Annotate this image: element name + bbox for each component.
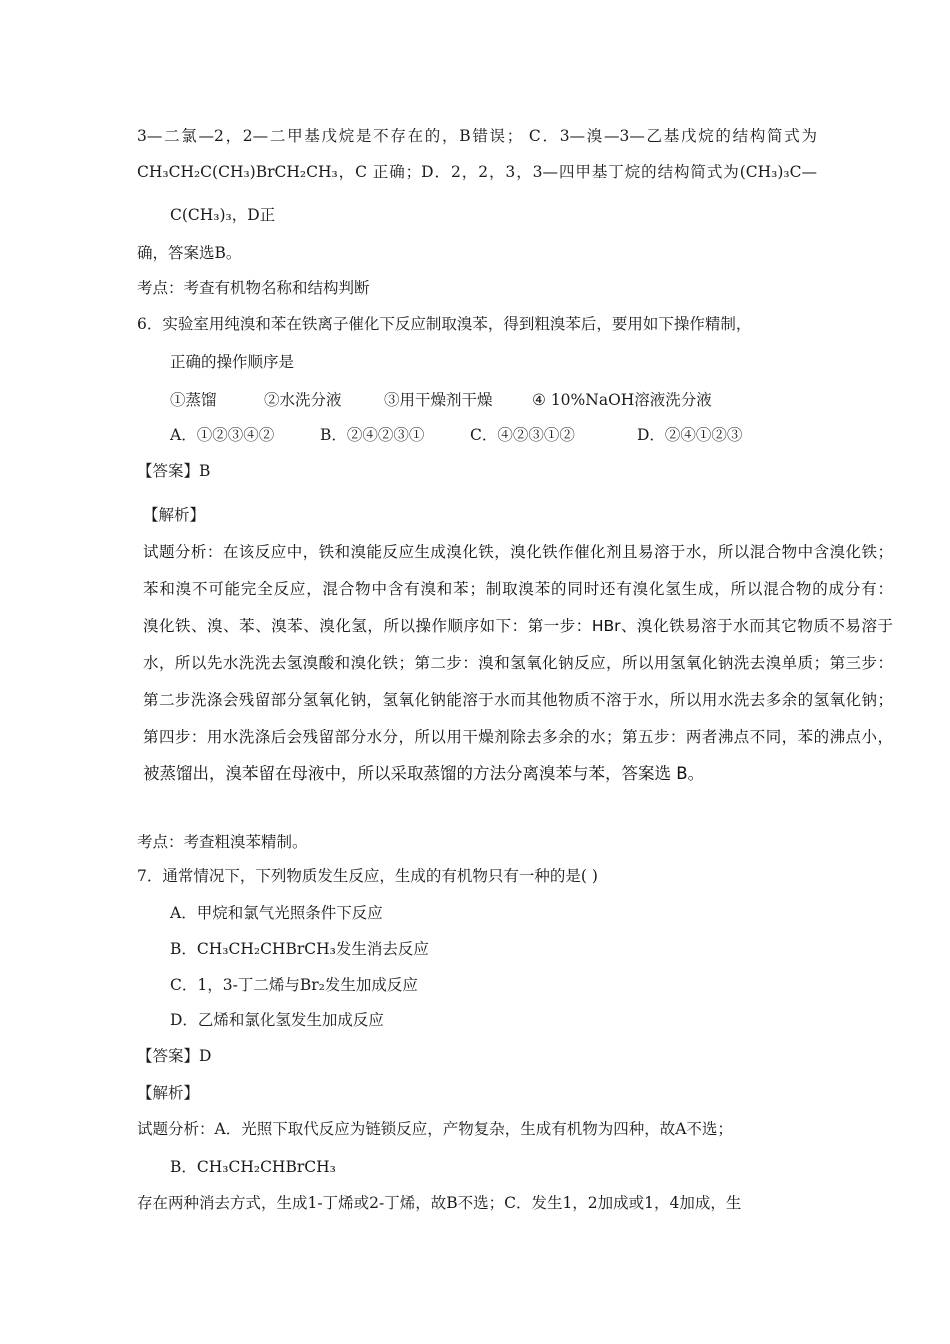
analysis-line: 被蒸馏出，溴苯留在母液中，所以采取蒸馏的方法分离溴苯与苯，答案选 B。 bbox=[143, 764, 705, 783]
question-6-stem-cont: 正确的操作顺序是 bbox=[170, 353, 295, 371]
question-6-stem: 6．实验室用纯溴和苯在铁离子催化下反应制取溴苯，得到粗溴苯后，要用如下操作精制， bbox=[137, 315, 752, 333]
answer-option: A．甲烷和氯气光照条件下反应 bbox=[170, 904, 383, 922]
answer-option: D．乙烯和氯化氢发生加成反应 bbox=[170, 1011, 384, 1029]
text-line: C(CH₃)₃，D正 bbox=[170, 206, 276, 224]
question-7-stem: 7．通常情况下，下列物质发生反应，生成的有机物只有一种的是( ) bbox=[137, 867, 598, 885]
analysis-heading: 【解析】 bbox=[137, 1084, 200, 1102]
analysis-line: 溴化铁、溴、苯、溴苯、溴化氢，所以操作顺序如下：第一步：HBr、溴化铁易溶于水而其它物质不易溶于 bbox=[143, 617, 893, 635]
answer-label: 【答案】B bbox=[137, 462, 211, 480]
operation-item: ①蒸馏 bbox=[170, 391, 217, 409]
keypoint-line: 考点：考查有机物名称和结构判断 bbox=[137, 279, 370, 297]
analysis-line: 第四步：用水洗涤后会残留部分水分，所以用干燥剂除去多余的水；第五步：两者沸点不同，苯的沸点小， bbox=[143, 728, 893, 746]
operation-item: ③用干燥剂干燥 bbox=[384, 391, 493, 409]
analysis-heading: 【解析】 bbox=[143, 506, 206, 524]
answer-option: B．CH₃CH₂CHBrCH₃发生消去反应 bbox=[170, 940, 429, 958]
analysis-line: 第二步洗涤会残留部分氢氧化钠，氢氧化钠能溶于水而其他物质不溶于水，所以用水洗去多余的氢氧化钠； bbox=[143, 691, 893, 709]
answer-label: 【答案】D bbox=[137, 1047, 212, 1065]
text-line: 确，答案选B。 bbox=[137, 244, 242, 262]
analysis-line: 试题分析：A．光照下取代反应为链锁反应，产物复杂，生成有机物为四种，故A不选； bbox=[137, 1120, 733, 1138]
text-line: CH₃CH₂C(CH₃)BrCH₂CH₃，C 正确；D．2，2，3，3—四甲基丁烷的结构简式为(CH₃)₃C— bbox=[137, 163, 817, 181]
analysis-line: B．CH₃CH₂CHBrCH₃ bbox=[170, 1158, 336, 1176]
operation-item: ②水洗分液 bbox=[264, 391, 342, 409]
answer-option: C．1，3-丁二烯与Br₂发生加成反应 bbox=[170, 976, 418, 994]
analysis-line: 试题分析：在该反应中，铁和溴能反应生成溴化铁，溴化铁作催化剂且易溶于水，所以混合物中含溴化铁； bbox=[143, 543, 893, 561]
answer-option: B．②④②③① bbox=[320, 426, 425, 444]
keypoint-line: 考点：考查粗溴苯精制。 bbox=[137, 833, 308, 851]
analysis-line: 存在两种消去方式，生成1-丁烯或2-丁烯，故B不选；C．发生1，2加成或1，4加成，生 bbox=[137, 1194, 742, 1212]
analysis-line: 水，所以先水洗洗去氢溴酸和溴化铁；第二步：溴和氢氧化钠反应，所以用氢氧化钠洗去溴单质；第三步： bbox=[143, 654, 893, 672]
operation-item: ④ 10%NaOH溶液洗分液 bbox=[532, 391, 712, 409]
text-line: 3—二氯—2，2—二甲基戊烷是不存在的，B错误； C．3—溴—3—乙基戊烷的结构简式为 bbox=[137, 127, 817, 145]
analysis-line: 苯和溴不可能完全反应，混合物中含有溴和苯；制取溴苯的同时还有溴化氢生成，所以混合物的成分有： bbox=[143, 580, 893, 598]
answer-option: A．①②③④② bbox=[170, 426, 275, 444]
answer-option: D．②④①②③ bbox=[637, 426, 743, 444]
answer-option: C．④②③①② bbox=[470, 426, 575, 444]
